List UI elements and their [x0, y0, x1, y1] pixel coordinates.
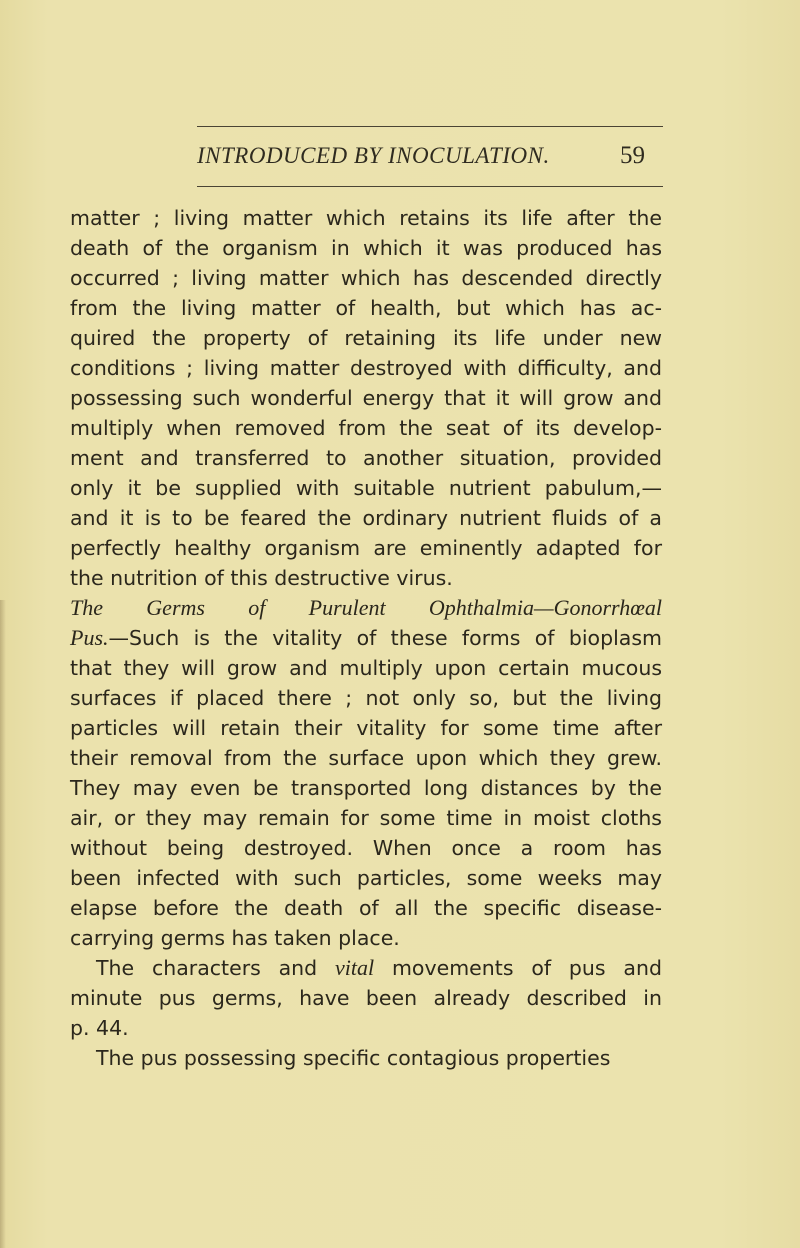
text-line [70, 953, 662, 983]
text-line: The pus possessing specific contagious properties [96, 1046, 611, 1070]
body-text [70, 203, 662, 1073]
text-line: surfaces if placed there ; not only so, but the living [70, 686, 662, 710]
text-line: p. 44. [70, 1016, 129, 1040]
text-line: the nutrition of this destructive virus. [70, 566, 453, 590]
text-line: been infected with such particles, some weeks may [70, 866, 662, 890]
text-line: without being destroyed. When once a room has [70, 836, 662, 860]
text-line: multiply when removed from the seat of its develop- [70, 416, 662, 440]
text-line: their removal from the surface upon which they grew. [70, 746, 662, 770]
text-line: from the living matter of health, but which has ac- [70, 296, 662, 320]
running-title: INTRODUCED BY INOCULATION. [197, 143, 550, 168]
text-line: occurred ; living matter which has descended directly [70, 266, 662, 290]
text-line: elapse before the death of all the specific disease- [70, 896, 662, 920]
text-line: conditions ; living matter destroyed with difficulty, and [70, 356, 662, 380]
text-line: possessing such wonderful energy that it will grow and [70, 386, 662, 410]
page-number: 59 [620, 142, 645, 169]
section-heading-end: Pus. [70, 625, 109, 650]
binding-shadow [0, 600, 6, 1248]
text-line [70, 623, 662, 653]
text-line: quired the property of retaining its life under new [70, 326, 662, 350]
text-line: that they will grow and multiply upon certain mucous [70, 656, 662, 680]
text-line: minute pus germs, have been already described in [70, 986, 662, 1010]
header-top-rule [197, 126, 663, 127]
text-fragment: The characters and [96, 956, 336, 980]
section-heading-title: The Germs of Purulent Ophthalmia—Gonorrhœal [70, 595, 662, 620]
text-line: ment and transferred to another situation, provided [70, 446, 662, 470]
text-line: They may even be transported long distances by the [70, 776, 662, 800]
section-heading [70, 593, 662, 623]
text-line: air, or they may remain for some time in moist cloths [70, 806, 662, 830]
text-line: particles will retain their vitality for some time after [70, 716, 662, 740]
text-fragment: movements of pus and [374, 956, 662, 980]
text-line: death of the organism in which it was produced has [70, 236, 662, 260]
text-fragment: —Such is the vitality of these forms of bioplasm [108, 626, 662, 650]
text-line: only it be supplied with suitable nutrient pabulum,— [70, 476, 662, 500]
text-line: carrying germs has taken place. [70, 926, 400, 950]
italic-word: vital [335, 955, 375, 980]
text-line: matter ; living matter which retains its life after the [70, 206, 662, 230]
header-bottom-rule [197, 186, 663, 187]
text-line: perfectly healthy organism are eminently adapted for [70, 536, 662, 560]
text-line: and it is to be feared the ordinary nutrient fluids of a [70, 506, 662, 530]
